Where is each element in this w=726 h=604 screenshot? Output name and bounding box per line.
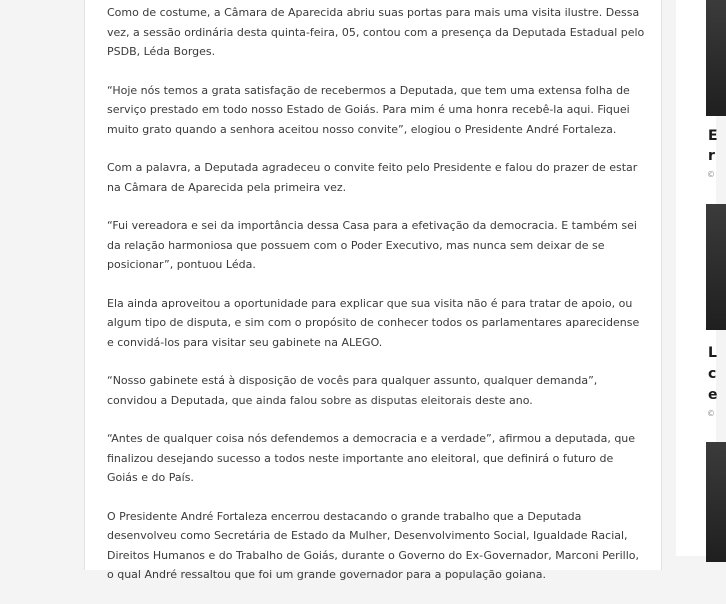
related-post-title-1-line-2[interactable]: r — [708, 148, 715, 164]
clock-icon: © — [707, 170, 715, 179]
article-paragraph-2: “Hoje nós temos a grata satisfação de recebermos a Deputada, que tem uma extensa folha de serviço prestado em todo nosso Estado de Goiás. Para mim é uma honra recebê-la aqui. Fiquei muito grato quando a senhora aceitou nosso convite”, elogiou o Presidente André Fortaleza. — [107, 83, 630, 136]
related-post-thumbnail-3[interactable] — [706, 442, 726, 562]
related-post-title-2-line-1[interactable]: L — [708, 345, 717, 361]
article-paragraph-4: “Fui vereadora e sei da importância dessa Casa para a efetivação da democracia. E também sei da relação harmoniosa que possuem com o Poder Executivo, mas nunca sem deixar de se posicionar”, pontuou Léda. — [107, 219, 637, 271]
article-paragraph-5: Ela ainda aproveitou a oportunidade para explicar que sua visita não é para tratar de apoio, ou algum tipo de disputa, e sim com o propósito de conhecer todos os parlamentares aparecidense e convidá-los para visitar seu gabinete na ALEGO. — [107, 296, 640, 349]
related-post-title-2-line-3[interactable]: e — [708, 387, 718, 403]
sidebar-related-posts — [676, 0, 716, 556]
related-post-title-2-line-2[interactable]: c — [708, 366, 717, 382]
article-paragraph-3: Com a palavra, a Deputada agradeceu o convite feito pelo Presidente e falou do prazer de estar na Câmara de Aparecida pela primeira vez. — [107, 161, 638, 194]
article-body — [107, 3, 647, 604]
clock-icon: © — [707, 409, 715, 418]
article-paragraph-1: Como de costume, a Câmara de Aparecida abriu suas portas para mais uma visita ilustre. Dessa vez, a sessão ordinária desta quinta-feira, 05, contou com a presença da Deputada Estadual pelo PSDB, Léda Borges. — [107, 6, 645, 58]
article-paragraph-7: “Antes de qualquer coisa nós defendemos a democracia e a verdade”, afirmou a deputada, que finalizou desejando sucesso a todos neste importante ano eleitoral, que definirá o futuro de Goiás e do País. — [107, 432, 636, 484]
related-post-title-1-line-1[interactable]: E — [708, 128, 718, 144]
related-post-thumbnail-2[interactable] — [706, 204, 726, 330]
related-post-thumbnail-1[interactable] — [706, 0, 726, 116]
article-paragraph-6: “Nosso gabinete está à disposição de vocês para qualquer assunto, qualquer demanda”, convidou a Deputada, que ainda falou sobre as disputas eleitorais deste ano. — [107, 374, 598, 407]
article-paragraph-8: O Presidente André Fortaleza encerrou destacando o grande trabalho que a Deputada desenvolveu como Secretária de Estado da Mulher, Desenvolvimento Social, Igualdade Racial, Direitos Humanos e do Trabalho de Goiás, durante o Governo do Ex-Governador, Marconi Perillo, o qual André ressaltou que foi um grande governador para a população goiana. — [107, 509, 640, 581]
